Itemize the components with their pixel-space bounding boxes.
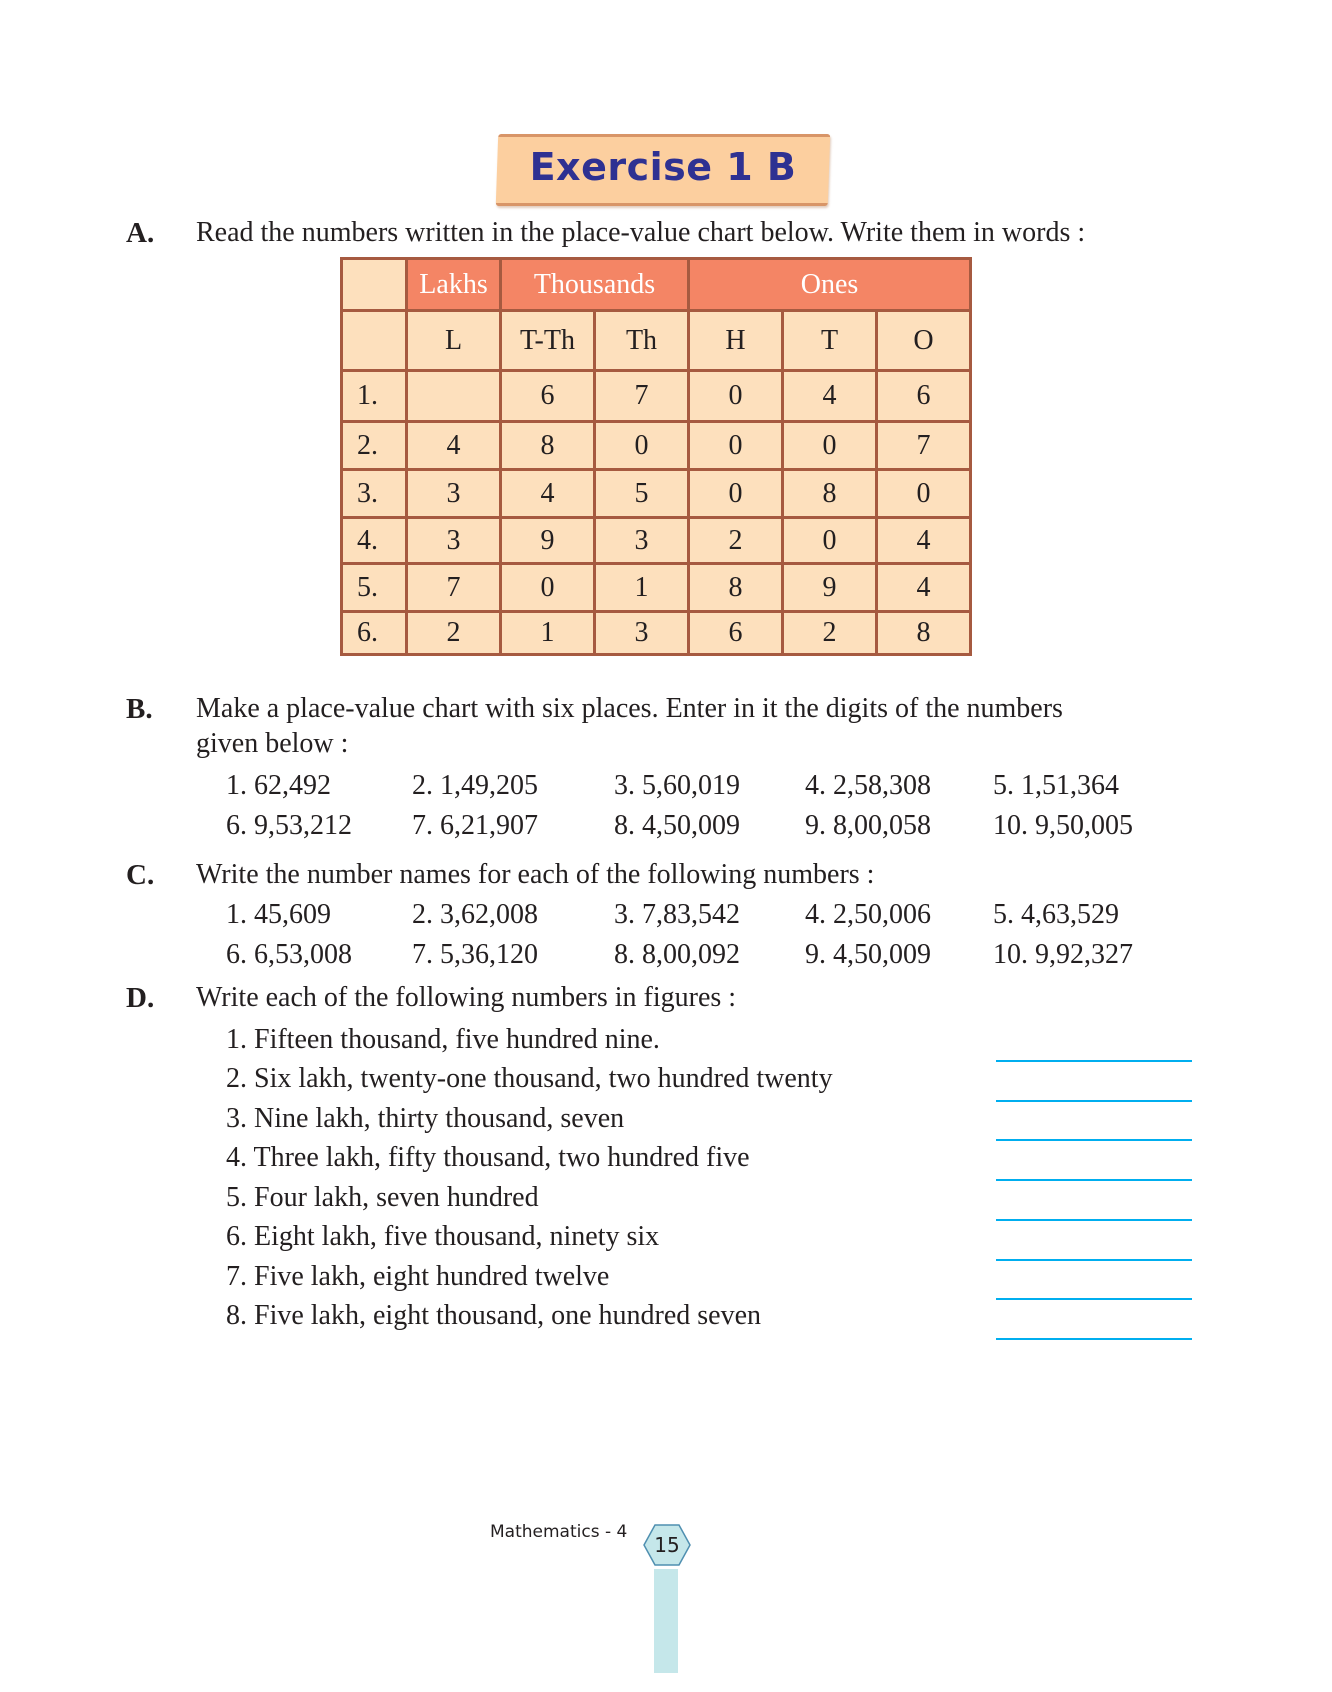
- page-marker-bar: [654, 1569, 678, 1673]
- table-column-header-row: [342, 311, 971, 371]
- list-item: 4. Three lakh, fifty thousand, two hundred five: [226, 1142, 750, 1173]
- section-c-instruction: Write the number names for each of the following numbers :: [196, 859, 875, 890]
- table-cell: 3: [407, 470, 501, 518]
- section-d-label: D.: [126, 982, 155, 1014]
- table-cell: 1: [501, 612, 595, 655]
- list-item: 2. Six lakh, twenty-one thousand, two hundred twenty: [226, 1063, 833, 1094]
- list-item: 5. Four lakh, seven hundred: [226, 1182, 539, 1213]
- number-item: 9. 4,50,009: [805, 939, 931, 970]
- number-item: 5. 4,63,529: [993, 899, 1119, 930]
- group-header-thousands: Thousands: [501, 259, 689, 311]
- number-item: 2. 1,49,205: [412, 770, 538, 801]
- section-c-label: C.: [126, 859, 155, 891]
- number-item: 7. 5,36,120: [412, 939, 538, 970]
- column-header: O: [877, 311, 971, 371]
- table-cell: 4: [501, 470, 595, 518]
- number-item: 7. 6,21,907: [412, 810, 538, 841]
- table-cell: 0: [783, 518, 877, 564]
- table-cell: 0: [689, 371, 783, 422]
- answer-blank[interactable]: [996, 1060, 1192, 1062]
- table-cell: 2: [783, 612, 877, 655]
- table-cell: 6: [877, 371, 971, 422]
- section-b-label: B.: [126, 693, 153, 725]
- section-b-instruction-line1: Make a place-value chart with six places. Enter in it the digits of the numbers: [196, 693, 1063, 724]
- answer-blank[interactable]: [996, 1139, 1192, 1141]
- table-cell: [407, 371, 501, 422]
- column-header: T: [783, 311, 877, 371]
- table-cell: 4: [877, 564, 971, 612]
- section-d-instruction: Write each of the following numbers in figures :: [196, 982, 737, 1013]
- number-item: 5. 1,51,364: [993, 770, 1119, 801]
- section-b-row-2: [0, 810, 1332, 850]
- list-item: 7. Five lakh, eight hundred twelve: [226, 1261, 610, 1292]
- section-c-row-2: [0, 939, 1332, 979]
- table-cell: 2: [407, 612, 501, 655]
- number-item: 3. 7,83,542: [614, 899, 740, 930]
- table-cell: 4: [783, 371, 877, 422]
- table-cell: 0: [783, 422, 877, 470]
- group-header-lakhs: Lakhs: [407, 259, 501, 311]
- answer-blank[interactable]: [996, 1219, 1192, 1221]
- number-item: 8. 8,00,092: [614, 939, 740, 970]
- place-value-chart: [340, 257, 972, 656]
- answer-blank[interactable]: [996, 1338, 1192, 1340]
- table-cell: 0: [595, 422, 689, 470]
- answer-blank[interactable]: [996, 1179, 1192, 1181]
- number-item: 3. 5,60,019: [614, 770, 740, 801]
- answer-blank[interactable]: [996, 1259, 1192, 1261]
- table-cell: 6: [501, 371, 595, 422]
- table-cell: 0: [877, 470, 971, 518]
- answer-blank[interactable]: [996, 1100, 1192, 1102]
- section-c-row-1: [0, 899, 1332, 939]
- number-item: 4. 2,58,308: [805, 770, 931, 801]
- number-item: 8. 4,50,009: [614, 810, 740, 841]
- row-number: 6.: [342, 612, 407, 655]
- number-item: 10. 9,92,327: [993, 939, 1133, 970]
- table-row: [342, 422, 971, 470]
- number-item: 6. 6,53,008: [226, 939, 352, 970]
- list-item: 3. Nine lakh, thirty thousand, seven: [226, 1103, 625, 1134]
- footer-book-title: Mathematics - 4: [490, 1522, 628, 1542]
- table-row: [342, 371, 971, 422]
- column-header: Th: [595, 311, 689, 371]
- list-item: 1. Fifteen thousand, five hundred nine.: [226, 1024, 660, 1055]
- row-number: 5.: [342, 564, 407, 612]
- number-item: 10. 9,50,005: [993, 810, 1133, 841]
- number-item: 4. 2,50,006: [805, 899, 931, 930]
- table-group-header-row: [342, 259, 971, 311]
- column-header: T-Th: [501, 311, 595, 371]
- group-header-ones: Ones: [689, 259, 971, 311]
- table-cell: 7: [595, 371, 689, 422]
- row-number: 1.: [342, 371, 407, 422]
- row-number: 4.: [342, 518, 407, 564]
- table-cell: 9: [501, 518, 595, 564]
- table-row: [342, 470, 971, 518]
- table-cell: 8: [689, 564, 783, 612]
- table-cell: 2: [689, 518, 783, 564]
- table-cell: 9: [783, 564, 877, 612]
- table-cell: 7: [407, 564, 501, 612]
- table-cell: 6: [689, 612, 783, 655]
- table-cell: 8: [783, 470, 877, 518]
- number-item: 9. 8,00,058: [805, 810, 931, 841]
- row-number: 3.: [342, 470, 407, 518]
- table-cell: 0: [689, 470, 783, 518]
- number-item: 1. 62,492: [226, 770, 331, 801]
- number-item: 6. 9,53,212: [226, 810, 352, 841]
- table-cell: 3: [595, 612, 689, 655]
- section-b-row-1: [0, 770, 1332, 810]
- table-cell: 3: [595, 518, 689, 564]
- table-cell: 1: [595, 564, 689, 612]
- page-title: Exercise 1 B: [529, 145, 797, 189]
- list-item: 6. Eight lakh, five thousand, ninety six: [226, 1221, 660, 1252]
- table-cell: 0: [501, 564, 595, 612]
- table-cell: 7: [877, 422, 971, 470]
- table-cell: 8: [877, 612, 971, 655]
- number-item: 1. 45,609: [226, 899, 331, 930]
- table-corner-cell: [342, 259, 407, 311]
- table-row: [342, 518, 971, 564]
- row-number: 2.: [342, 422, 407, 470]
- table-row: [342, 612, 971, 655]
- table-cell: 4: [407, 422, 501, 470]
- table-cell: 5: [595, 470, 689, 518]
- section-b-instruction-line2: given below :: [196, 728, 349, 759]
- number-item: 2. 3,62,008: [412, 899, 538, 930]
- table-corner-cell: [342, 311, 407, 371]
- table-cell: 4: [877, 518, 971, 564]
- column-header: L: [407, 311, 501, 371]
- page-number: 15: [654, 1533, 680, 1557]
- answer-blank[interactable]: [996, 1298, 1192, 1300]
- list-item: 8. Five lakh, eight thousand, one hundred seven: [226, 1300, 762, 1331]
- table-row: [342, 564, 971, 612]
- section-a-label: A.: [126, 217, 155, 249]
- table-cell: 0: [689, 422, 783, 470]
- column-header: H: [689, 311, 783, 371]
- table-cell: 3: [407, 518, 501, 564]
- section-a-instruction: Read the numbers written in the place-value chart below. Write them in words :: [196, 217, 1086, 248]
- table-cell: 8: [501, 422, 595, 470]
